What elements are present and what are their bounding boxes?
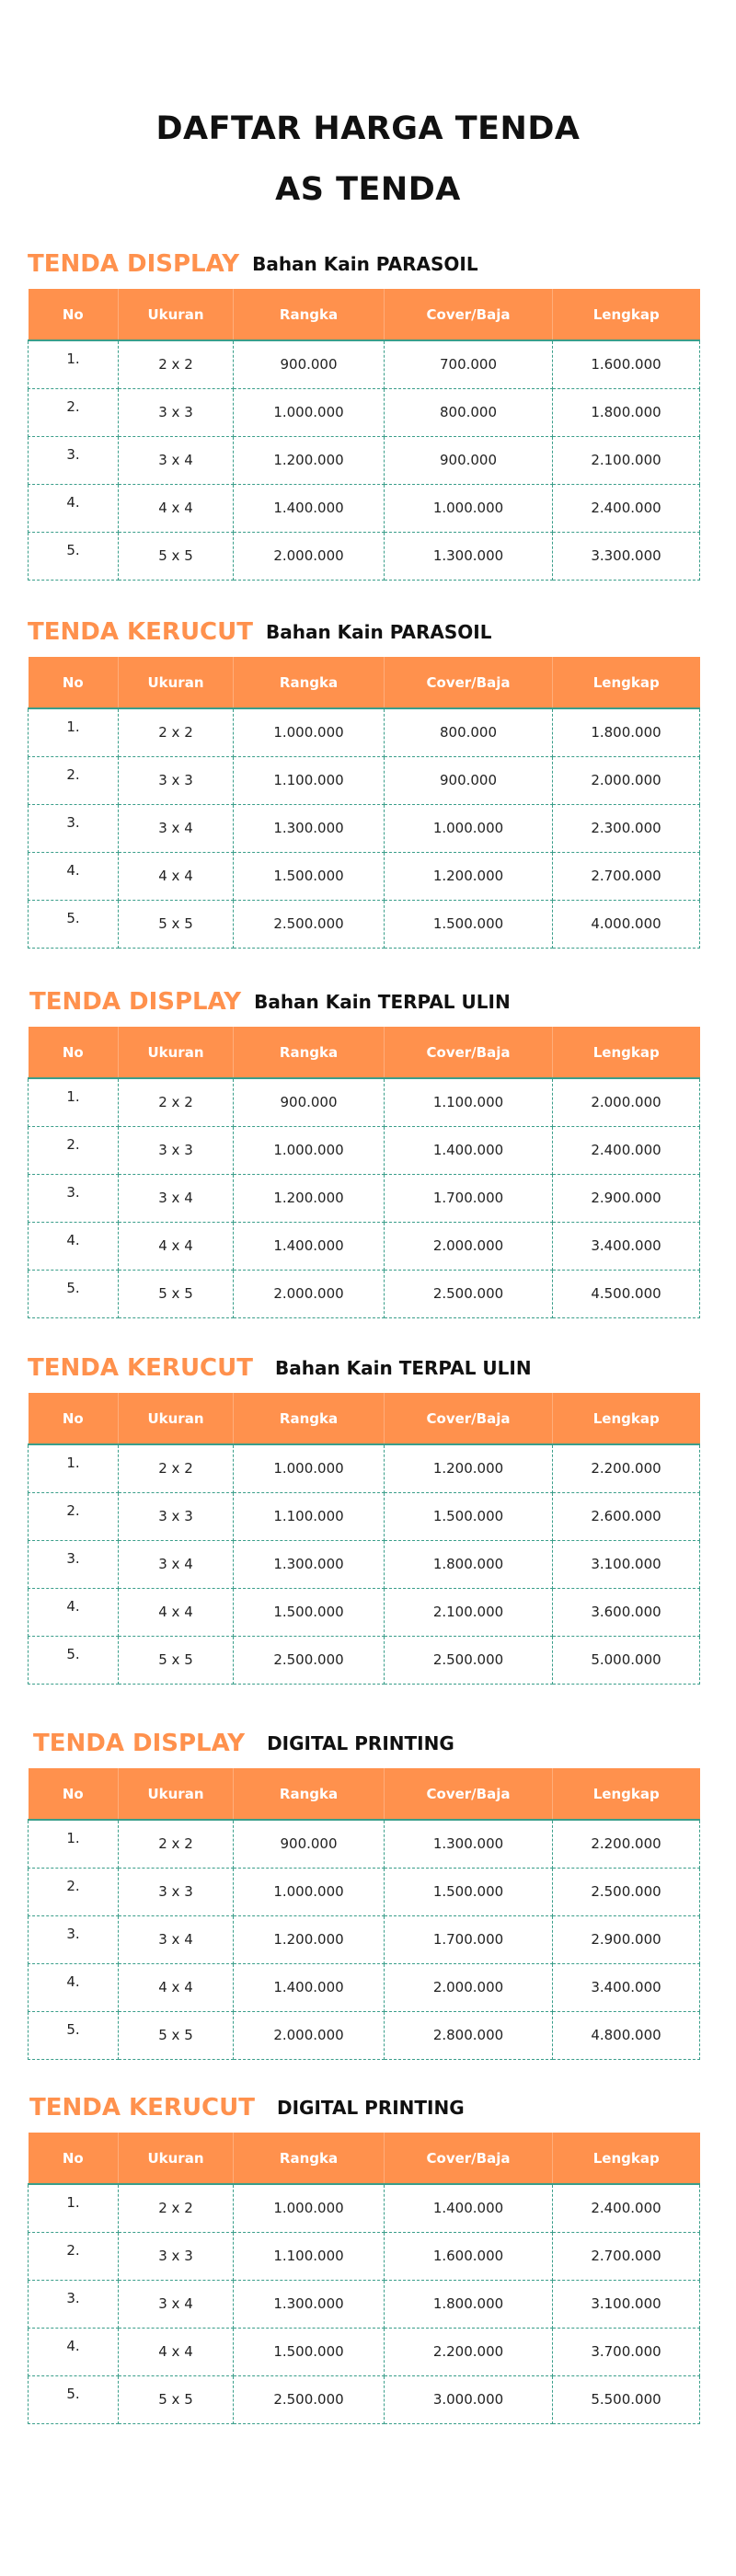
table-cell: 2.900.000 [553, 1915, 700, 1963]
table-cell: 2. [29, 1868, 119, 1915]
table-cell: 4. [29, 1588, 119, 1636]
section-type-label: TENDA DISPLAY [28, 250, 240, 278]
table-row [29, 1868, 700, 1915]
column-header: Rangka [234, 657, 385, 708]
section-type-label: TENDA DISPLAY [33, 1730, 246, 1757]
table-row [29, 1078, 700, 1126]
table-cell: 5. [29, 900, 119, 948]
table-row [29, 436, 700, 484]
table-row [29, 1492, 700, 1540]
table-cell: 2. [29, 756, 119, 804]
table-cell: 1.300.000 [385, 532, 553, 580]
table-cell: 5 x 5 [119, 2375, 234, 2423]
section-type-label: TENDA DISPLAY [29, 988, 242, 1016]
column-header: Rangka [234, 1393, 385, 1444]
table-cell: 1.600.000 [385, 2232, 553, 2280]
table-header-row [29, 1768, 700, 1820]
table-cell: 1.400.000 [234, 484, 385, 532]
table-cell: 1.000.000 [385, 484, 553, 532]
table-cell: 700.000 [385, 340, 553, 388]
table-cell: 2.500.000 [553, 1868, 700, 1915]
table-cell: 3 x 3 [119, 1492, 234, 1540]
table-cell: 1.100.000 [385, 1078, 553, 1126]
column-header: Ukuran [119, 289, 234, 340]
table-cell: 5 x 5 [119, 1270, 234, 1317]
table-cell: 3 x 4 [119, 1174, 234, 1222]
table-row [29, 532, 700, 580]
section-heading [28, 1720, 699, 1766]
table-cell: 2.100.000 [385, 1588, 553, 1636]
table-cell: 2 x 2 [119, 1444, 234, 1492]
column-header: Cover/Baja [385, 1393, 553, 1444]
section-material-label: Bahan Kain PARASOIL [265, 621, 492, 643]
table-cell: 1.500.000 [234, 2328, 385, 2375]
table-cell: 5.000.000 [553, 1636, 700, 1684]
table-cell: 2 x 2 [119, 340, 234, 388]
table-cell: 2.700.000 [553, 2232, 700, 2280]
table-cell: 3.600.000 [553, 1588, 700, 1636]
column-header: No [29, 2133, 119, 2184]
section-material-label: DIGITAL PRINTING [267, 1732, 454, 1754]
table-cell: 1.000.000 [385, 804, 553, 852]
table-row [29, 1636, 700, 1684]
table-cell: 900.000 [234, 340, 385, 388]
table-cell: 1.800.000 [385, 2280, 553, 2328]
column-header: Ukuran [119, 1027, 234, 1078]
table-cell: 1. [29, 708, 119, 756]
column-header: Lengkap [553, 2133, 700, 2184]
table-cell: 3. [29, 1540, 119, 1588]
table-row [29, 1588, 700, 1636]
section-heading [28, 241, 699, 287]
table-cell: 1.200.000 [234, 1915, 385, 1963]
table-cell: 2.000.000 [553, 756, 700, 804]
table-row [29, 1915, 700, 1963]
table-header-row [29, 1393, 700, 1444]
column-header: Lengkap [553, 1393, 700, 1444]
table-row [29, 900, 700, 948]
column-header: Ukuran [119, 1768, 234, 1820]
table-cell: 2. [29, 2232, 119, 2280]
table-cell: 2.900.000 [553, 1174, 700, 1222]
table-cell: 1.200.000 [234, 1174, 385, 1222]
price-section [28, 609, 699, 949]
table-cell: 2.000.000 [234, 532, 385, 580]
price-section [28, 241, 699, 581]
table-row [29, 804, 700, 852]
page-subtitle: AS TENDA [275, 171, 461, 208]
table-cell: 4 x 4 [119, 1963, 234, 2011]
table-row [29, 1540, 700, 1588]
table-cell: 1.400.000 [234, 1222, 385, 1270]
table-row [29, 708, 700, 756]
table-cell: 3 x 4 [119, 2280, 234, 2328]
column-header: Lengkap [553, 1768, 700, 1820]
table-cell: 1.700.000 [385, 1915, 553, 1963]
table-cell: 4.500.000 [553, 1270, 700, 1317]
table-cell: 3 x 4 [119, 436, 234, 484]
table-cell: 2. [29, 1126, 119, 1174]
table-cell: 900.000 [234, 1820, 385, 1868]
table-cell: 1. [29, 340, 119, 388]
table-cell: 5. [29, 1636, 119, 1684]
table-row [29, 1444, 700, 1492]
table-cell: 1.500.000 [385, 1868, 553, 1915]
table-cell: 3 x 4 [119, 1915, 234, 1963]
price-table [28, 1027, 700, 1318]
table-header-row [29, 289, 700, 340]
table-row [29, 1126, 700, 1174]
table-cell: 1. [29, 1444, 119, 1492]
table-cell: 5 x 5 [119, 1636, 234, 1684]
table-cell: 1.100.000 [234, 2232, 385, 2280]
table-cell: 1.000.000 [234, 1126, 385, 1174]
table-cell: 1.200.000 [385, 852, 553, 900]
column-header: Lengkap [553, 657, 700, 708]
table-cell: 800.000 [385, 708, 553, 756]
table-cell: 1.000.000 [234, 2184, 385, 2232]
table-cell: 900.000 [385, 756, 553, 804]
section-material-label: Bahan Kain PARASOIL [252, 253, 478, 275]
table-row [29, 2184, 700, 2232]
section-heading [28, 2085, 699, 2131]
table-cell: 1.500.000 [385, 900, 553, 948]
table-cell: 2.400.000 [553, 1126, 700, 1174]
table-cell: 2.000.000 [234, 2011, 385, 2059]
column-header: No [29, 1393, 119, 1444]
table-cell: 2.200.000 [553, 1444, 700, 1492]
table-cell: 3 x 3 [119, 2232, 234, 2280]
table-cell: 1.500.000 [385, 1492, 553, 1540]
table-row [29, 1222, 700, 1270]
table-cell: 5. [29, 532, 119, 580]
table-cell: 1.000.000 [234, 1444, 385, 1492]
table-cell: 2.700.000 [553, 852, 700, 900]
column-header: No [29, 657, 119, 708]
table-cell: 4 x 4 [119, 484, 234, 532]
section-heading [28, 609, 699, 655]
table-cell: 3 x 3 [119, 388, 234, 436]
table-row [29, 756, 700, 804]
table-cell: 5 x 5 [119, 532, 234, 580]
column-header: No [29, 1768, 119, 1820]
table-row [29, 2232, 700, 2280]
table-cell: 3.400.000 [553, 1222, 700, 1270]
column-header: No [29, 289, 119, 340]
column-header: Ukuran [119, 1393, 234, 1444]
table-row [29, 852, 700, 900]
table-cell: 900.000 [385, 436, 553, 484]
table-row [29, 2375, 700, 2423]
table-cell: 3. [29, 1915, 119, 1963]
table-cell: 2.500.000 [234, 1636, 385, 1684]
section-type-label: TENDA KERUCUT [28, 618, 253, 646]
table-cell: 1.300.000 [385, 1820, 553, 1868]
table-cell: 2.000.000 [553, 1078, 700, 1126]
table-cell: 1.600.000 [553, 340, 700, 388]
table-cell: 1.500.000 [234, 1588, 385, 1636]
price-table [28, 2133, 700, 2424]
column-header: Cover/Baja [385, 1027, 553, 1078]
table-cell: 2. [29, 388, 119, 436]
table-cell: 3 x 4 [119, 1540, 234, 1588]
table-cell: 2 x 2 [119, 1820, 234, 1868]
table-cell: 1.400.000 [385, 2184, 553, 2232]
table-header-row [29, 2133, 700, 2184]
price-table [28, 289, 700, 581]
section-material-label: Bahan Kain TERPAL ULIN [274, 1357, 532, 1379]
table-cell: 4 x 4 [119, 1588, 234, 1636]
table-cell: 2.000.000 [234, 1270, 385, 1317]
table-cell: 1.000.000 [234, 1868, 385, 1915]
table-cell: 2.800.000 [385, 2011, 553, 2059]
column-header: Cover/Baja [385, 2133, 553, 2184]
table-cell: 3.400.000 [553, 1963, 700, 2011]
table-cell: 1.000.000 [234, 388, 385, 436]
table-row [29, 340, 700, 388]
table-cell: 4. [29, 852, 119, 900]
table-cell: 4. [29, 484, 119, 532]
table-cell: 4. [29, 2328, 119, 2375]
price-table [28, 657, 700, 949]
table-cell: 2.400.000 [553, 2184, 700, 2232]
column-header: Cover/Baja [385, 657, 553, 708]
table-cell: 3 x 3 [119, 1126, 234, 1174]
table-cell: 5.500.000 [553, 2375, 700, 2423]
table-cell: 1.800.000 [553, 388, 700, 436]
table-cell: 2.300.000 [553, 804, 700, 852]
table-cell: 2. [29, 1492, 119, 1540]
table-row [29, 2011, 700, 2059]
table-cell: 3 x 4 [119, 804, 234, 852]
table-cell: 1.500.000 [234, 852, 385, 900]
table-cell: 1.300.000 [234, 804, 385, 852]
table-cell: 1.200.000 [385, 1444, 553, 1492]
table-cell: 1.800.000 [553, 708, 700, 756]
page-title: DAFTAR HARGA TENDA [155, 110, 581, 147]
table-row [29, 2280, 700, 2328]
table-cell: 1.100.000 [234, 1492, 385, 1540]
column-header: No [29, 1027, 119, 1078]
column-header: Ukuran [119, 2133, 234, 2184]
table-cell: 2.000.000 [385, 1222, 553, 1270]
table-cell: 1.000.000 [234, 708, 385, 756]
table-cell: 2.600.000 [553, 1492, 700, 1540]
price-section [28, 1720, 699, 2060]
table-cell: 1.300.000 [234, 1540, 385, 1588]
table-cell: 4. [29, 1963, 119, 2011]
price-table [28, 1768, 700, 2060]
table-cell: 2 x 2 [119, 2184, 234, 2232]
table-cell: 2 x 2 [119, 1078, 234, 1126]
table-cell: 4.000.000 [553, 900, 700, 948]
table-cell: 3.100.000 [553, 2280, 700, 2328]
table-cell: 3. [29, 804, 119, 852]
table-header-row [29, 1027, 700, 1078]
table-cell: 1.200.000 [234, 436, 385, 484]
table-cell: 1.100.000 [234, 756, 385, 804]
section-type-label: TENDA KERUCUT [29, 2094, 255, 2122]
table-cell: 5 x 5 [119, 900, 234, 948]
section-heading [28, 979, 699, 1025]
table-row [29, 484, 700, 532]
table-cell: 1.300.000 [234, 2280, 385, 2328]
table-cell: 800.000 [385, 388, 553, 436]
table-row [29, 2328, 700, 2375]
table-cell: 3. [29, 1174, 119, 1222]
table-row [29, 1270, 700, 1317]
column-header: Cover/Baja [385, 1768, 553, 1820]
table-cell: 4 x 4 [119, 852, 234, 900]
table-cell: 5. [29, 2375, 119, 2423]
table-cell: 5. [29, 1270, 119, 1317]
table-cell: 3.300.000 [553, 532, 700, 580]
table-cell: 2.000.000 [385, 1963, 553, 2011]
column-header: Rangka [234, 1768, 385, 1820]
table-cell: 2.100.000 [553, 436, 700, 484]
table-header-row [29, 657, 700, 708]
table-cell: 1.400.000 [234, 1963, 385, 2011]
table-cell: 2.200.000 [385, 2328, 553, 2375]
column-header: Lengkap [553, 1027, 700, 1078]
table-row [29, 1174, 700, 1222]
table-cell: 4 x 4 [119, 1222, 234, 1270]
table-cell: 5 x 5 [119, 2011, 234, 2059]
price-table [28, 1393, 700, 1685]
table-cell: 3. [29, 2280, 119, 2328]
table-cell: 2.200.000 [553, 1820, 700, 1868]
table-cell: 1. [29, 2184, 119, 2232]
section-heading [28, 1345, 699, 1391]
table-cell: 2.400.000 [553, 484, 700, 532]
column-header: Rangka [234, 289, 385, 340]
table-cell: 3 x 3 [119, 1868, 234, 1915]
table-cell: 3. [29, 436, 119, 484]
table-cell: 5. [29, 2011, 119, 2059]
table-cell: 3.000.000 [385, 2375, 553, 2423]
table-cell: 1. [29, 1820, 119, 1868]
table-cell: 4.800.000 [553, 2011, 700, 2059]
column-header: Cover/Baja [385, 289, 553, 340]
table-cell: 3 x 3 [119, 756, 234, 804]
table-row [29, 1963, 700, 2011]
table-cell: 4. [29, 1222, 119, 1270]
section-type-label: TENDA KERUCUT [28, 1354, 253, 1382]
price-section [28, 2085, 699, 2424]
table-cell: 2.500.000 [234, 900, 385, 948]
table-cell: 1.800.000 [385, 1540, 553, 1588]
price-section [28, 1345, 699, 1685]
table-cell: 2.500.000 [385, 1270, 553, 1317]
column-header: Rangka [234, 1027, 385, 1078]
table-row [29, 1820, 700, 1868]
table-cell: 3.100.000 [553, 1540, 700, 1588]
table-cell: 1.700.000 [385, 1174, 553, 1222]
column-header: Lengkap [553, 289, 700, 340]
table-row [29, 388, 700, 436]
section-material-label: Bahan Kain TERPAL ULIN [254, 991, 511, 1013]
column-header: Rangka [234, 2133, 385, 2184]
table-cell: 2 x 2 [119, 708, 234, 756]
table-cell: 4 x 4 [119, 2328, 234, 2375]
column-header: Ukuran [119, 657, 234, 708]
price-section [28, 979, 699, 1318]
table-cell: 2.500.000 [385, 1636, 553, 1684]
table-cell: 1. [29, 1078, 119, 1126]
table-cell: 1.400.000 [385, 1126, 553, 1174]
table-cell: 900.000 [234, 1078, 385, 1126]
section-material-label: DIGITAL PRINTING [276, 2097, 465, 2119]
table-cell: 3.700.000 [553, 2328, 700, 2375]
table-cell: 2.500.000 [234, 2375, 385, 2423]
